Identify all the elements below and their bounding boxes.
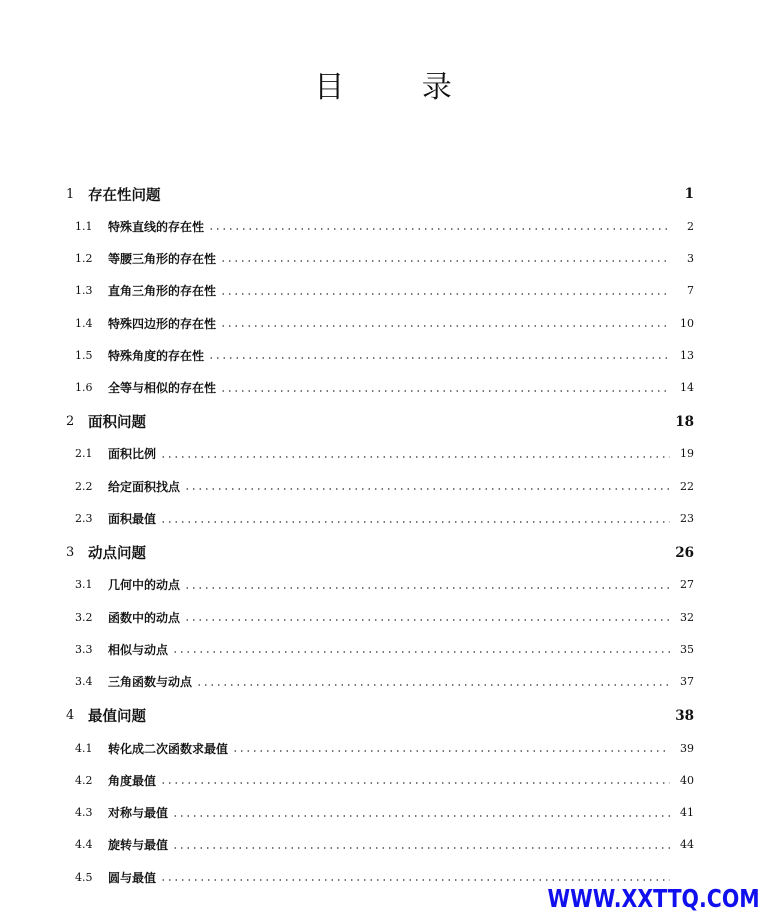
section-title: 角度最值	[108, 773, 157, 788]
dot-leader	[220, 318, 670, 328]
section-number: 1.2	[75, 251, 93, 265]
chapter-page: 18	[675, 413, 694, 430]
section-page: 40	[680, 773, 694, 787]
section-number: 4.5	[75, 870, 93, 884]
section-title: 面积比例	[108, 447, 157, 462]
table-of-contents	[66, 176, 694, 893]
dot-leader	[160, 872, 670, 882]
toc-section[interactable]	[66, 796, 694, 828]
dot-leader	[220, 253, 670, 263]
toc-section[interactable]	[66, 470, 694, 502]
section-page: 10	[680, 316, 694, 330]
section-page: 13	[680, 348, 694, 362]
dot-leader	[160, 775, 670, 785]
section-page: 2	[687, 219, 694, 233]
section-page: 14	[680, 381, 694, 395]
toc-section[interactable]	[66, 666, 694, 698]
section-page: 22	[680, 479, 694, 493]
section-number: 2.2	[75, 479, 93, 493]
section-number: 1.6	[75, 381, 93, 395]
section-title: 圆与最值	[108, 870, 157, 885]
section-title: 对称与最值	[108, 806, 169, 821]
section-title: 全等与相似的存在性	[108, 381, 217, 396]
section-title: 函数中的动点	[108, 610, 181, 625]
section-number: 1.4	[75, 316, 93, 330]
dot-leader	[208, 350, 670, 360]
dot-leader	[184, 580, 670, 590]
dot-leader	[172, 840, 670, 850]
chapter-page: 26	[675, 544, 694, 561]
section-title: 面积最值	[108, 512, 157, 527]
dot-leader	[172, 644, 670, 654]
dot-leader	[184, 612, 670, 622]
dot-leader	[184, 481, 670, 491]
toc-section[interactable]	[66, 339, 694, 371]
section-page: 23	[680, 512, 694, 526]
section-page: 44	[680, 838, 694, 852]
chapter-page: 1	[684, 186, 694, 202]
section-page: 19	[680, 447, 694, 461]
toc-section[interactable]	[66, 829, 694, 861]
section-title: 特殊角度的存在性	[108, 348, 205, 363]
page-title: 目 录	[314, 70, 486, 105]
section-number: 3.1	[75, 578, 93, 592]
dot-leader	[220, 383, 670, 393]
section-number: 1.3	[75, 284, 93, 298]
toc-chapter[interactable]	[66, 406, 694, 438]
section-title: 相似与动点	[108, 642, 169, 657]
toc-section[interactable]	[66, 210, 694, 242]
toc-section[interactable]	[66, 601, 694, 633]
section-number: 1.1	[75, 219, 93, 233]
section-page: 41	[680, 806, 694, 820]
chapter-number: 3	[66, 545, 75, 561]
toc-chapter[interactable]	[66, 178, 694, 210]
toc-section[interactable]	[66, 242, 694, 274]
section-page: 3	[687, 251, 694, 265]
toc-chapter[interactable]	[66, 537, 694, 569]
chapter-title: 动点问题	[88, 546, 146, 563]
section-title: 旋转与最值	[108, 838, 169, 853]
toc-section[interactable]	[66, 307, 694, 339]
toc-section[interactable]	[66, 275, 694, 307]
chapter-number: 1	[66, 186, 75, 202]
section-title: 直角三角形的存在性	[108, 284, 217, 299]
toc-section[interactable]	[66, 502, 694, 534]
section-number: 2.1	[75, 447, 93, 461]
section-number: 4.1	[75, 741, 93, 755]
section-number: 4.4	[75, 838, 93, 852]
dot-leader	[160, 514, 670, 524]
dot-leader	[196, 677, 670, 687]
toc-section[interactable]	[66, 371, 694, 403]
dot-leader	[208, 221, 670, 231]
section-page: 27	[680, 578, 694, 592]
section-number: 3.4	[75, 675, 93, 689]
dot-leader	[232, 743, 670, 753]
chapter-title: 存在性问题	[88, 187, 161, 204]
section-page: 32	[680, 610, 694, 624]
section-page: 35	[680, 642, 694, 656]
section-number: 2.3	[75, 512, 93, 526]
chapter-page: 38	[675, 707, 694, 724]
chapter-number: 2	[66, 414, 75, 430]
toc-chapter[interactable]	[66, 700, 694, 732]
section-title: 几何中的动点	[108, 578, 181, 593]
section-number: 3.3	[75, 642, 93, 656]
section-page: 7	[687, 284, 694, 298]
section-number: 3.2	[75, 610, 93, 624]
section-number: 4.3	[75, 806, 93, 820]
toc-section[interactable]	[66, 732, 694, 764]
dot-leader	[160, 449, 670, 459]
toc-section[interactable]	[66, 764, 694, 796]
section-title: 转化成二次函数求最值	[108, 741, 229, 756]
chapter-number: 4	[66, 708, 75, 724]
toc-section[interactable]	[66, 569, 694, 601]
toc-section[interactable]	[66, 633, 694, 665]
toc-section[interactable]	[66, 438, 694, 470]
section-title: 等腰三角形的存在性	[108, 251, 217, 266]
section-page: 37	[680, 675, 694, 689]
chapter-title: 最值问题	[88, 709, 146, 726]
section-title: 给定面积找点	[108, 479, 181, 494]
dot-leader	[172, 808, 670, 818]
site-watermark: WWW.XXTTQ.COM	[547, 884, 760, 913]
section-title: 三角函数与动点	[108, 675, 193, 690]
section-number: 4.2	[75, 773, 93, 787]
section-title: 特殊四边形的存在性	[108, 316, 217, 331]
chapter-title: 面积问题	[88, 415, 146, 432]
section-title: 特殊直线的存在性	[108, 219, 205, 234]
section-page: 39	[680, 741, 694, 755]
section-number: 1.5	[75, 348, 93, 362]
dot-leader	[220, 286, 670, 296]
